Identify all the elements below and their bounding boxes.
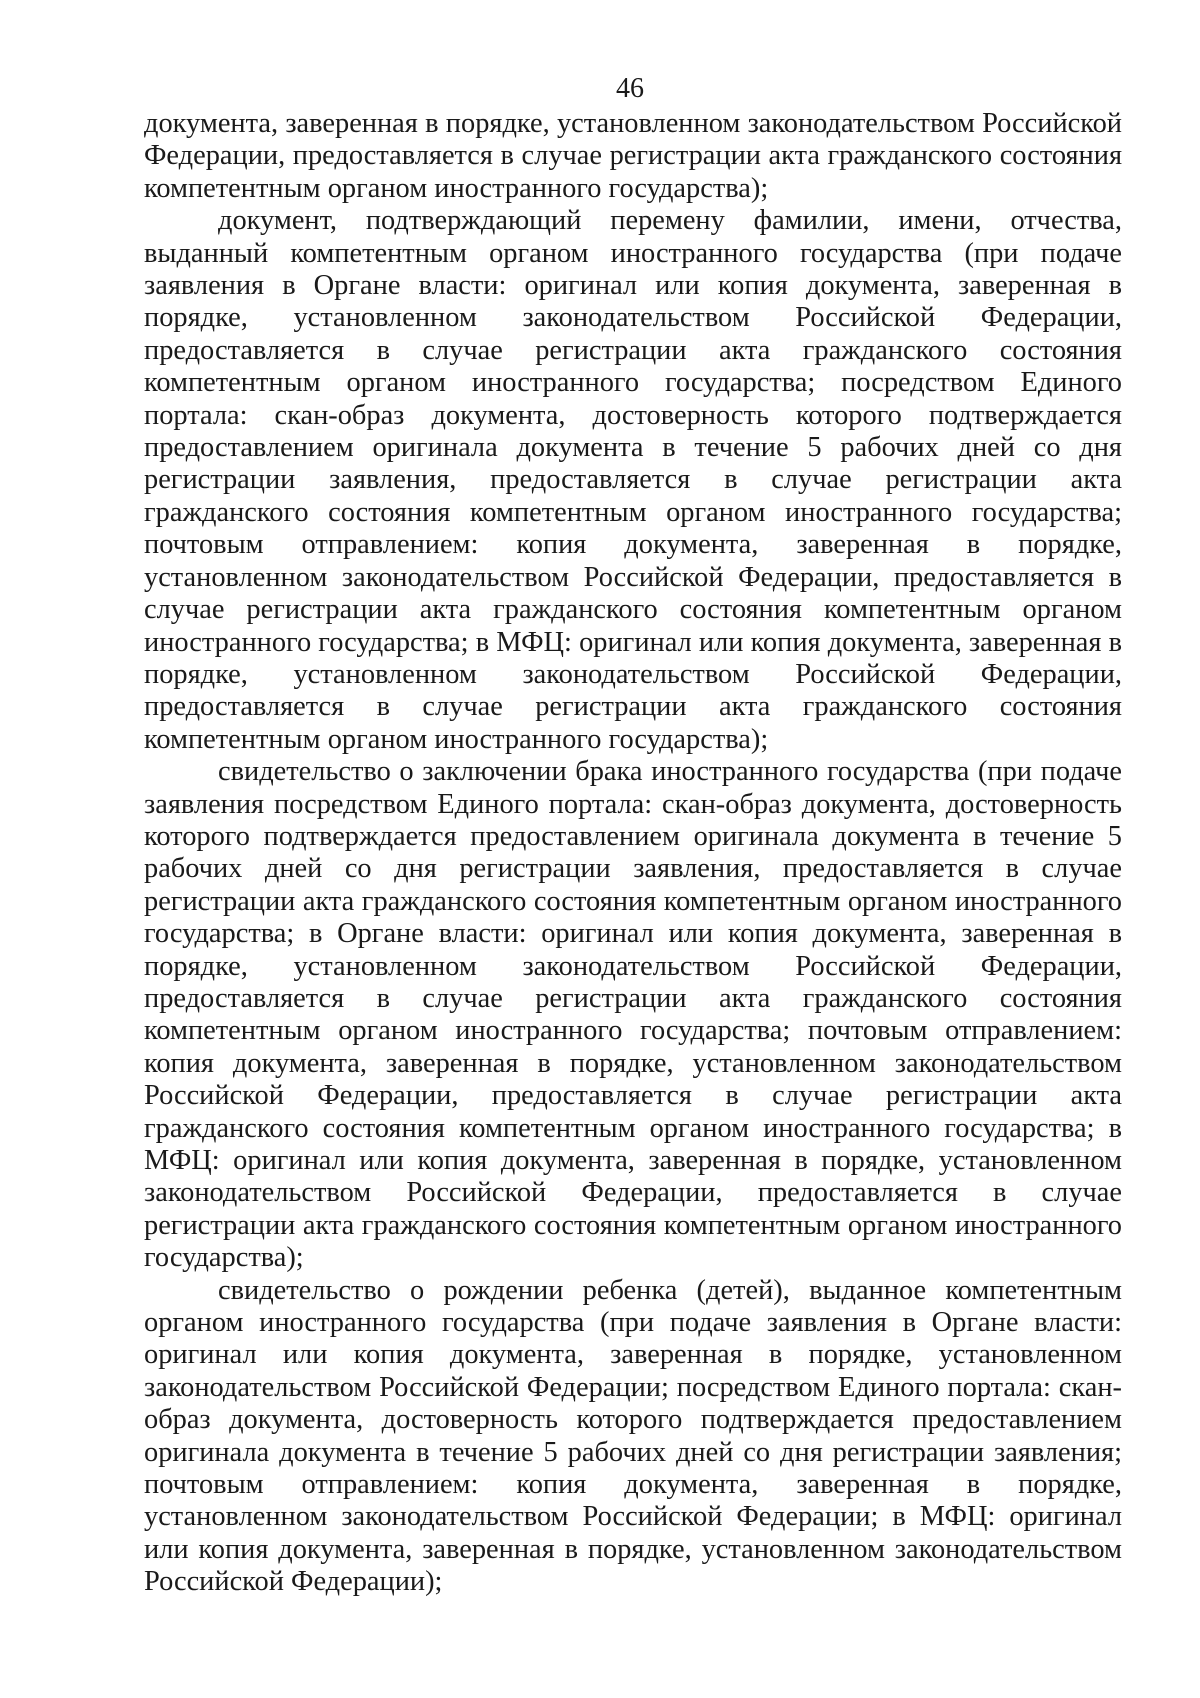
paragraph-continuation: документа, заверенная в порядке, установленном законодательством Российской Федерации, предоставляется в случае регистрации акта гражданского состояния компетентным органом иностранного государства);: [144, 108, 1122, 204]
page-number: 46: [616, 73, 644, 104]
document-body: [144, 108, 1122, 1599]
paragraph-birth-certificate: свидетельство о рождении ребенка (детей), выданное компетентным органом иностранного государства (при подаче заявления в Органе власти: оригинал или копия документа, заверенная в порядке, установленном законодательством Российской Федерации; посредством Единого портала: скан-образ документа, достоверность которого подтверждается предоставлением оригинала документа в течение 5 рабочих дней со дня регистрации заявления; почтовым отправлением: копия документа, заверенная в порядке, установленном законодательством Российской Федерации; в МФЦ: оригинал или копия документа, заверенная в порядке, установленном законодательством Российской Федерации);: [144, 1274, 1122, 1598]
paragraph-marriage-certificate: свидетельство о заключении брака иностранного государства (при подаче заявления посредством Единого портала: скан-образ документа, достоверность которого подтверждается предоставлением оригинала документа в течение 5 рабочих дней со дня регистрации заявления, предоставляется в случае регистрации акта гражданского состояния компетентным органом иностранного государства; в Органе власти: оригинал или копия документа, заверенная в порядке, установленном законодательством Российской Федерации, предоставляется в случае регистрации акта гражданского состояния компетентным органом иностранного государства; почтовым отправлением: копия документа, заверенная в порядке, установленном законодательством Российской Федерации, предоставляется в случае регистрации акта гражданского состояния компетентным органом иностранного государства; в МФЦ: оригинал или копия документа, заверенная в порядке, установленном законодательством Российской Федерации, предоставляется в случае регистрации акта гражданского состояния компетентным органом иностранного государства);: [144, 756, 1122, 1274]
paragraph-name-change-document: документ, подтверждающий перемену фамилии, имени, отчества, выданный компетентным органом иностранного государства (при подаче заявления в Органе власти: оригинал или копия документа, заверенная в порядке, установленном законодательством Российской Федерации, предоставляется в случае регистрации акта гражданского состояния компетентным органом иностранного государства; посредством Единого портала: скан-образ документа, достоверность которого подтверждается предоставлением оригинала документа в течение 5 рабочих дней со дня регистрации заявления, предоставляется в случае регистрации акта гражданского состояния компетентным органом иностранного государства; почтовым отправлением: копия документа, заверенная в порядке, установленном законодательством Российской Федерации, предоставляется в случае регистрации акта гражданского состояния компетентным органом иностранного государства; в МФЦ: оригинал или копия документа, заверенная в порядке, установленном законодательством Российской Федерации, предоставляется в случае регистрации акта гражданского состояния компетентным органом иностранного государства);: [144, 205, 1122, 755]
